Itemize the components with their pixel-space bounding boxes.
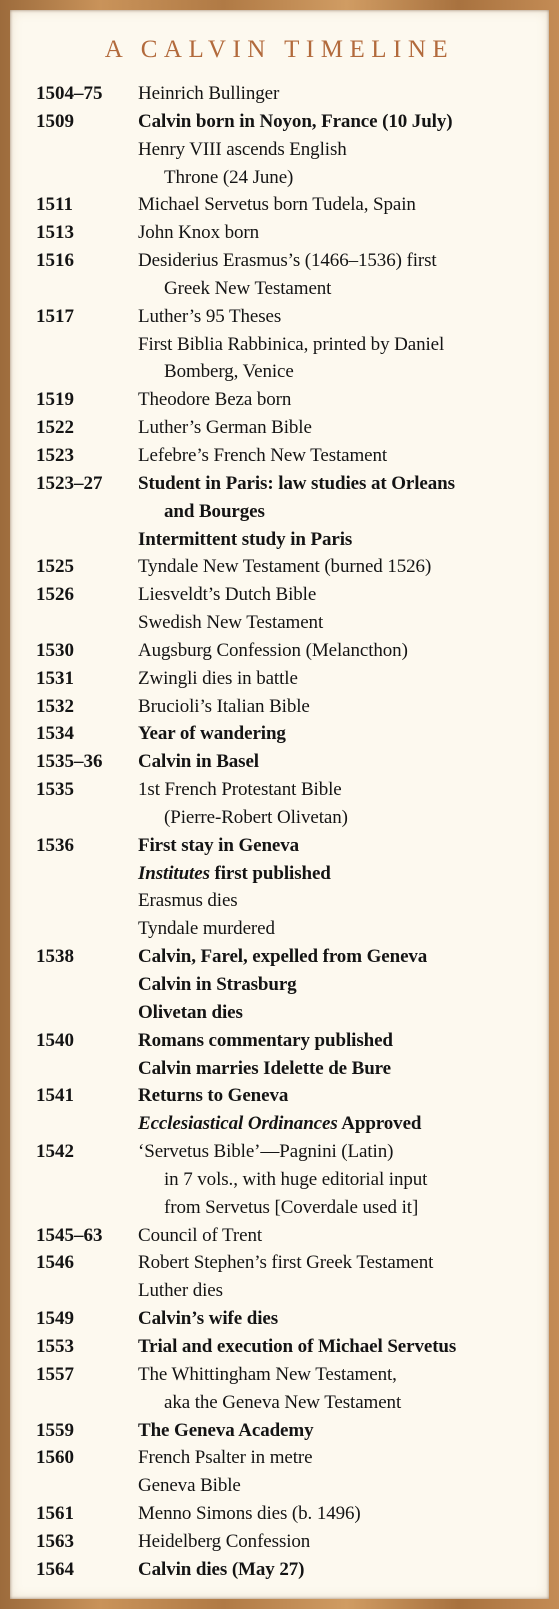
timeline-event	[164, 498, 265, 526]
timeline-event-text: aka the Geneva New Testament	[164, 1391, 402, 1413]
timeline-year: 1540	[36, 1029, 74, 1051]
timeline-event-text: Calvin born in Noyon, France (10 July)	[138, 110, 453, 132]
timeline-event-text: and Bourges	[164, 500, 265, 522]
timeline-row	[36, 609, 535, 637]
timeline-event	[138, 1556, 304, 1584]
timeline-year: 1522	[36, 417, 74, 439]
timeline-row	[36, 386, 535, 414]
timeline-row	[36, 1277, 535, 1305]
timeline-event	[138, 748, 259, 776]
timeline-event-text: Approved	[337, 1113, 422, 1135]
timeline-event-text: French Psalter in metre	[138, 1447, 313, 1469]
timeline-event	[138, 1249, 433, 1277]
timeline-year: 1557	[36, 1363, 74, 1385]
timeline-row	[36, 108, 535, 136]
timeline-year: 1542	[36, 1141, 74, 1163]
timeline-year: 1549	[36, 1308, 74, 1330]
timeline-row	[36, 191, 535, 219]
timeline-event	[138, 1222, 262, 1250]
timeline-event-text: Erasmus dies	[138, 890, 238, 912]
timeline-year: 1545–63	[36, 1224, 103, 1246]
timeline-event	[138, 720, 286, 748]
timeline-year: 1541	[36, 1085, 74, 1107]
timeline-event	[164, 275, 331, 303]
timeline-event-text: Olivetan dies	[138, 1001, 243, 1023]
timeline-row	[36, 693, 535, 721]
timeline-row	[36, 247, 535, 275]
timeline-row	[36, 553, 535, 581]
timeline-year: 1511	[36, 194, 73, 216]
timeline-event	[138, 1417, 314, 1445]
timeline-event	[138, 581, 316, 609]
timeline-row	[36, 1027, 535, 1055]
timeline-event	[138, 1444, 312, 1472]
timeline-event	[138, 665, 298, 693]
timeline-row	[36, 999, 535, 1027]
timeline-event	[138, 887, 238, 915]
timeline-event	[138, 191, 416, 219]
timeline-event-text: Intermittent study in Paris	[138, 528, 353, 550]
timeline-year: 1526	[36, 584, 74, 606]
timeline-year: 1517	[36, 305, 74, 327]
timeline-event	[164, 358, 294, 386]
timeline-year: 1559	[36, 1419, 74, 1441]
timeline-row	[36, 358, 535, 386]
timeline-row	[36, 303, 535, 331]
timeline-row	[36, 971, 535, 999]
timeline-event	[138, 915, 275, 943]
timeline-event-text: Theodore Beza born	[138, 389, 292, 411]
timeline-row	[36, 442, 535, 470]
timeline-event	[138, 1361, 397, 1389]
timeline-event	[138, 553, 431, 581]
timeline-row	[36, 1500, 535, 1528]
timeline-event-text: 1st French Protestant Bible	[138, 779, 342, 801]
timeline-event	[164, 1194, 418, 1222]
timeline-event	[138, 386, 291, 414]
timeline-year: 1534	[36, 723, 74, 745]
timeline-event-text: Council of Trent	[138, 1224, 263, 1246]
timeline-row	[36, 1082, 535, 1110]
timeline-event	[138, 1333, 456, 1361]
timeline-event	[138, 247, 437, 275]
timeline-event-text: First stay in Geneva	[138, 834, 300, 856]
timeline-event-text: Ecclesiastical Ordinances	[138, 1113, 338, 1135]
timeline-event-text: Heidelberg Confession	[138, 1530, 311, 1552]
timeline-event-text: Calvin, Farel, expelled from Geneva	[138, 946, 428, 968]
timeline-event	[138, 609, 323, 637]
timeline-event	[138, 414, 312, 442]
timeline-year: 1532	[36, 695, 74, 717]
timeline-title: A CALVIN TIMELINE	[104, 36, 455, 63]
timeline-event-text: Institutes	[138, 862, 210, 884]
timeline-event	[164, 1389, 401, 1417]
timeline-row	[36, 943, 535, 971]
timeline-year: 1523	[36, 444, 74, 466]
timeline-event-text: Michael Servetus born Tudela, Spain	[138, 194, 416, 216]
timeline-event	[138, 470, 455, 498]
timeline-event	[138, 526, 352, 554]
timeline-event-text: Calvin in Strasburg	[138, 974, 297, 995]
timeline-event	[138, 1472, 241, 1500]
timeline-year: 1564	[36, 1558, 74, 1580]
timeline-event	[138, 1027, 393, 1055]
timeline-event	[138, 1305, 278, 1333]
timeline-event	[138, 1277, 223, 1305]
timeline-event	[138, 943, 427, 971]
timeline-year: 1519	[36, 389, 74, 411]
timeline-row	[36, 915, 535, 943]
timeline-event	[138, 860, 331, 888]
timeline-row	[36, 860, 535, 888]
timeline-event-text: Brucioli’s Italian Bible	[138, 695, 310, 717]
timeline-year: 1560	[36, 1447, 74, 1469]
timeline-event-text: Year of wandering	[138, 723, 286, 745]
timeline-event-text: Calvin in Basel	[138, 751, 259, 773]
timeline-year: 1530	[36, 639, 74, 661]
timeline-row	[36, 1138, 535, 1166]
timeline-event-text: from Servetus [Coverdale used it]	[164, 1196, 419, 1218]
timeline-panel	[10, 10, 549, 1599]
timeline-row	[36, 581, 535, 609]
timeline-row	[36, 1472, 535, 1500]
timeline-row	[36, 80, 535, 108]
timeline-row	[36, 1444, 535, 1472]
timeline-year: 1523–27	[36, 472, 103, 494]
timeline-event-text: Tyndale New Testament (burned 1526)	[138, 556, 432, 578]
timeline-row	[36, 665, 535, 693]
timeline-event-text: Desiderius Erasmus’s (1466–1536) first	[138, 250, 437, 272]
timeline-event-text: The Geneva Academy	[138, 1419, 314, 1441]
timeline-row	[36, 498, 535, 526]
timeline-event	[138, 1528, 310, 1556]
timeline-event-text: Heinrich Bullinger	[138, 83, 280, 104]
timeline-event-text: Greek New Testament	[164, 277, 332, 299]
timeline-row	[36, 1389, 535, 1417]
timeline-event	[138, 693, 310, 721]
timeline-row	[36, 1528, 535, 1556]
timeline-event-text: First Biblia Rabbinica, printed by Daniel	[138, 333, 445, 355]
timeline-year: 1535–36	[36, 751, 103, 773]
timeline-year: 1546	[36, 1252, 74, 1274]
timeline-event-text: Returns to Geneva	[138, 1085, 289, 1107]
timeline-event	[138, 1138, 393, 1166]
timeline-event-text: Augsburg Confession (Melancthon)	[138, 639, 408, 661]
timeline-event-text: (Pierre-Robert Olivetan)	[164, 806, 348, 828]
timeline-row	[36, 1166, 535, 1194]
timeline-list	[36, 80, 535, 1584]
timeline-year: 1516	[36, 250, 74, 272]
timeline-row	[36, 1249, 535, 1277]
timeline-event	[138, 219, 259, 247]
timeline-event-text: Robert Stephen’s first Greek Testament	[138, 1252, 434, 1274]
timeline-event	[138, 331, 444, 359]
timeline-event	[164, 1166, 427, 1194]
timeline-event-text: John Knox born	[138, 222, 260, 244]
timeline-year: 1504–75	[36, 83, 103, 104]
timeline-event-text: Luther dies	[138, 1280, 223, 1302]
timeline-row	[36, 1305, 535, 1333]
timeline-year: 1535	[36, 779, 74, 801]
timeline-event-text: Calvin dies (May 27)	[138, 1558, 305, 1580]
timeline-row	[36, 1222, 535, 1250]
timeline-event-text: Luther’s 95 Theses	[138, 305, 282, 327]
timeline-year: 1531	[36, 667, 74, 689]
timeline-event	[138, 776, 342, 804]
timeline-row	[36, 1417, 535, 1445]
timeline-year: 1509	[36, 110, 74, 132]
timeline-year: 1563	[36, 1530, 74, 1552]
timeline-event-text: The Whittingham New Testament,	[138, 1363, 397, 1385]
timeline-event-text: Tyndale murdered	[138, 918, 275, 940]
timeline-event-text: Liesveldt’s Dutch Bible	[138, 584, 317, 606]
timeline-event-text: Calvin marries Idelette de Bure	[138, 1057, 392, 1079]
timeline-event-text: first published	[209, 862, 331, 884]
timeline-event	[138, 971, 297, 999]
timeline-row	[36, 832, 535, 860]
timeline-row	[36, 720, 535, 748]
timeline-row	[36, 1333, 535, 1361]
timeline-row	[36, 887, 535, 915]
timeline-year: 1513	[36, 222, 74, 244]
timeline-row	[36, 1194, 535, 1222]
timeline-event	[138, 1082, 288, 1110]
timeline-event	[138, 637, 408, 665]
timeline-event-text: Henry VIII ascends English	[138, 138, 347, 160]
timeline-event	[138, 80, 279, 108]
timeline-row	[36, 1361, 535, 1389]
timeline-event-text: Romans commentary published	[138, 1029, 393, 1051]
timeline-event-text: Zwingli dies in battle	[138, 667, 298, 689]
timeline-row	[36, 637, 535, 665]
timeline-event-text: Swedish New Testament	[138, 612, 324, 634]
timeline-event	[164, 164, 293, 192]
timeline-event-text: Luther’s German Bible	[138, 417, 312, 439]
timeline-row	[36, 776, 535, 804]
timeline-year: 1553	[36, 1335, 74, 1357]
timeline-event-text: Throne (24 June)	[164, 166, 294, 188]
timeline-event-text: Lefebre’s French New Testament	[138, 444, 388, 466]
timeline-event	[138, 1110, 421, 1138]
timeline-event	[138, 303, 281, 331]
timeline-event	[138, 1055, 391, 1083]
timeline-event-text: Calvin’s wife dies	[138, 1308, 278, 1330]
timeline-year: 1538	[36, 946, 74, 968]
timeline-row	[36, 804, 535, 832]
timeline-event	[138, 108, 452, 136]
timeline-event	[164, 804, 348, 832]
timeline-event	[138, 442, 387, 470]
timeline-year: 1525	[36, 556, 74, 578]
timeline-row	[36, 748, 535, 776]
timeline-year: 1561	[36, 1503, 74, 1525]
timeline-row	[36, 470, 535, 498]
timeline-event-text: ‘Servetus Bible’—Pagnini (Latin)	[138, 1141, 394, 1163]
timeline-row	[36, 1110, 535, 1138]
timeline-row	[36, 164, 535, 192]
timeline-event-text: Menno Simons dies (b. 1496)	[138, 1503, 361, 1525]
timeline-row	[36, 1055, 535, 1083]
timeline-row	[36, 136, 535, 164]
timeline-row	[36, 275, 535, 303]
timeline-event	[138, 999, 243, 1027]
timeline-row	[36, 414, 535, 442]
timeline-row	[36, 526, 535, 554]
timeline-row	[36, 219, 535, 247]
timeline-event-text: Bomberg, Venice	[164, 361, 294, 383]
timeline-event-text: Student in Paris: law studies at Orleans	[138, 472, 455, 494]
timeline-event-text: Trial and execution of Michael Servetus	[138, 1335, 457, 1357]
timeline-row	[36, 331, 535, 359]
timeline-event-text: Geneva Bible	[138, 1475, 241, 1497]
timeline-row	[36, 1556, 535, 1584]
timeline-event	[138, 1500, 361, 1528]
timeline-event	[138, 832, 299, 860]
timeline-event	[138, 136, 347, 164]
timeline-event-text: in 7 vols., with huge editorial input	[164, 1168, 428, 1190]
timeline-year: 1536	[36, 834, 74, 856]
